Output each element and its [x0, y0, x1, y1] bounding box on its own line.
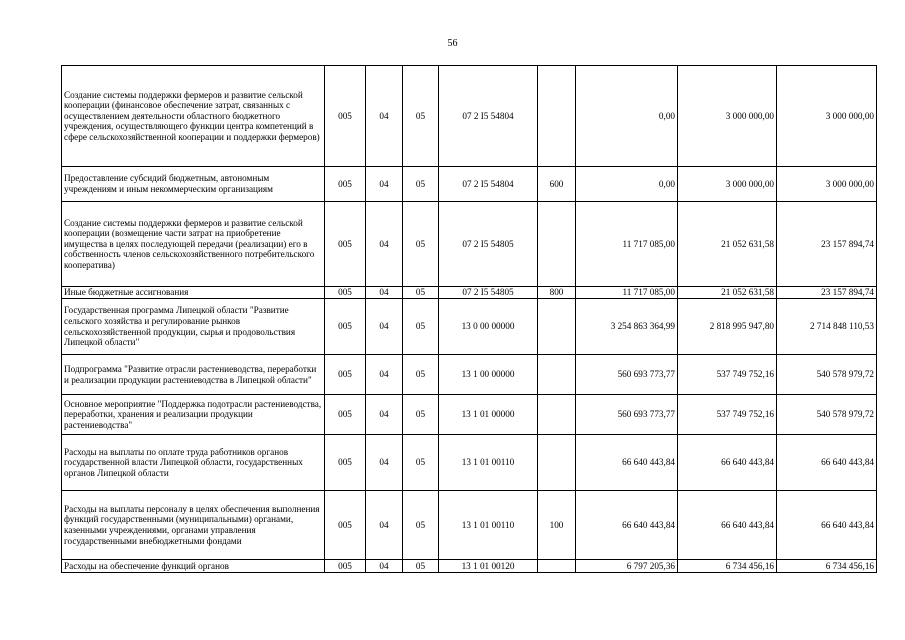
- cell-rz: 04: [366, 287, 403, 299]
- cell-rz: 04: [366, 355, 403, 395]
- cell-pr: 05: [403, 395, 439, 435]
- budget-table: [61, 65, 877, 573]
- cell-csr: 07 2 I5 54804: [439, 66, 538, 167]
- cell-vr: 800: [538, 287, 576, 299]
- cell-csr: 13 1 01 00000: [439, 395, 538, 435]
- cell-ved: 005: [325, 435, 366, 491]
- cell-amount-year3: 3 000 000,00: [777, 66, 877, 167]
- row-name: Расходы на обеспечение функций органов: [62, 560, 325, 573]
- cell-csr: 07 2 I5 54804: [439, 167, 538, 202]
- cell-amount-year3: 540 578 979,72: [777, 395, 877, 435]
- cell-amount-year1: 11 717 085,00: [576, 287, 678, 299]
- table-row: [62, 395, 877, 435]
- cell-ved: 005: [325, 287, 366, 299]
- table-row: [62, 355, 877, 395]
- cell-ved: 005: [325, 491, 366, 560]
- row-name: Предоставление субсидий бюджетным, автономным учреждениям и иным некоммерческим организациям: [62, 167, 325, 202]
- cell-csr: 07 2 I5 54805: [439, 202, 538, 287]
- cell-pr: 05: [403, 202, 439, 287]
- cell-ved: 005: [325, 167, 366, 202]
- cell-amount-year2: 537 749 752,16: [678, 395, 777, 435]
- cell-amount-year3: 66 640 443,84: [777, 491, 877, 560]
- cell-ved: 005: [325, 299, 366, 355]
- cell-amount-year1: 560 693 773,77: [576, 395, 678, 435]
- cell-csr: 13 1 00 00000: [439, 355, 538, 395]
- row-name: Иные бюджетные ассигнования: [62, 287, 325, 299]
- cell-pr: 05: [403, 167, 439, 202]
- cell-amount-year1: 66 640 443,84: [576, 435, 678, 491]
- cell-amount-year2: 3 000 000,00: [678, 167, 777, 202]
- cell-csr: 13 1 01 00110: [439, 491, 538, 560]
- cell-amount-year1: 66 640 443,84: [576, 491, 678, 560]
- page-number: 56: [447, 38, 458, 49]
- cell-amount-year2: 66 640 443,84: [678, 491, 777, 560]
- table-row: [62, 287, 877, 299]
- cell-amount-year2: 6 734 456,16: [678, 560, 777, 573]
- cell-vr: [538, 299, 576, 355]
- cell-pr: 05: [403, 287, 439, 299]
- row-name: Основное мероприятие "Поддержка подотрасли растениеводства, переработки, хранения и реализации продукции растениеводства": [62, 395, 325, 435]
- cell-pr: 05: [403, 66, 439, 167]
- cell-csr: 07 2 I5 54805: [439, 287, 538, 299]
- cell-amount-year1: 11 717 085,00: [576, 202, 678, 287]
- cell-rz: 04: [366, 395, 403, 435]
- table-row: [62, 435, 877, 491]
- cell-rz: 04: [366, 167, 403, 202]
- cell-pr: 05: [403, 491, 439, 560]
- cell-pr: 05: [403, 560, 439, 573]
- cell-csr: 13 1 01 00110: [439, 435, 538, 491]
- cell-vr: [538, 355, 576, 395]
- cell-csr: 13 0 00 00000: [439, 299, 538, 355]
- row-name: Расходы на выплаты персоналу в целях обеспечения выполнения функций государственными (муниципальными) органами, казенными учреждениями, органами управления государственными внебюджетными фондами: [62, 491, 325, 560]
- cell-amount-year3: 540 578 979,72: [777, 355, 877, 395]
- table-row: [62, 491, 877, 560]
- cell-pr: 05: [403, 355, 439, 395]
- table-row: [62, 167, 877, 202]
- cell-rz: 04: [366, 491, 403, 560]
- cell-rz: 04: [366, 560, 403, 573]
- cell-amount-year3: 2 714 848 110,53: [777, 299, 877, 355]
- table-row: [62, 560, 877, 573]
- table-row: [62, 66, 877, 167]
- cell-amount-year3: 23 157 894,74: [777, 202, 877, 287]
- cell-rz: 04: [366, 66, 403, 167]
- cell-ved: 005: [325, 202, 366, 287]
- cell-csr: 13 1 01 00120: [439, 560, 538, 573]
- cell-amount-year1: 6 797 205,36: [576, 560, 678, 573]
- cell-amount-year1: 560 693 773,77: [576, 355, 678, 395]
- cell-vr: 100: [538, 491, 576, 560]
- cell-rz: 04: [366, 299, 403, 355]
- cell-amount-year2: 2 818 995 947,80: [678, 299, 777, 355]
- cell-vr: [538, 560, 576, 573]
- cell-amount-year2: 21 052 631,58: [678, 287, 777, 299]
- cell-pr: 05: [403, 299, 439, 355]
- cell-rz: 04: [366, 435, 403, 491]
- cell-amount-year3: 6 734 456,16: [777, 560, 877, 573]
- cell-vr: [538, 66, 576, 167]
- cell-amount-year2: 3 000 000,00: [678, 66, 777, 167]
- row-name: Государственная программа Липецкой области "Развитие сельского хозяйства и регулирование рынков сельскохозяйственной продукции, сырья и продовольствия Липецкой области": [62, 299, 325, 355]
- cell-ved: 005: [325, 560, 366, 573]
- cell-rz: 04: [366, 202, 403, 287]
- table-row: [62, 299, 877, 355]
- cell-amount-year3: 66 640 443,84: [777, 435, 877, 491]
- cell-amount-year3: 23 157 894,74: [777, 287, 877, 299]
- cell-vr: [538, 395, 576, 435]
- cell-amount-year1: 3 254 863 364,99: [576, 299, 678, 355]
- cell-ved: 005: [325, 66, 366, 167]
- cell-vr: [538, 202, 576, 287]
- cell-ved: 005: [325, 395, 366, 435]
- cell-amount-year2: 66 640 443,84: [678, 435, 777, 491]
- row-name: Создание системы поддержки фермеров и развитие сельской кооперации (финансовое обеспечение затрат, связанных с осуществлением деятельности областного бюджетного учреждения, осуществляющего функции центра компетенций в сфере сельскохозяйственной кооперации и поддержки фермеров): [62, 66, 325, 167]
- row-name: Создание системы поддержки фермеров и развитие сельской кооперации (возмещение части затрат на приобретение имущества в целях последующей передачи (реализации) его в собственность членов сельскохозяйственного потребительского кооператива): [62, 202, 325, 287]
- cell-pr: 05: [403, 435, 439, 491]
- cell-vr: 600: [538, 167, 576, 202]
- cell-ved: 005: [325, 355, 366, 395]
- cell-amount-year2: 537 749 752,16: [678, 355, 777, 395]
- row-name: Подпрограмма "Развитие отрасли растениеводства, переработки и реализации продукции растениеводства в Липецкой области": [62, 355, 325, 395]
- cell-vr: [538, 435, 576, 491]
- cell-amount-year1: 0,00: [576, 66, 678, 167]
- table-row: [62, 202, 877, 287]
- cell-amount-year3: 3 000 000,00: [777, 167, 877, 202]
- cell-amount-year2: 21 052 631,58: [678, 202, 777, 287]
- cell-amount-year1: 0,00: [576, 167, 678, 202]
- row-name: Расходы на выплаты по оплате труда работников органов государственной власти Липецкой области, государственных органов Липецкой области: [62, 435, 325, 491]
